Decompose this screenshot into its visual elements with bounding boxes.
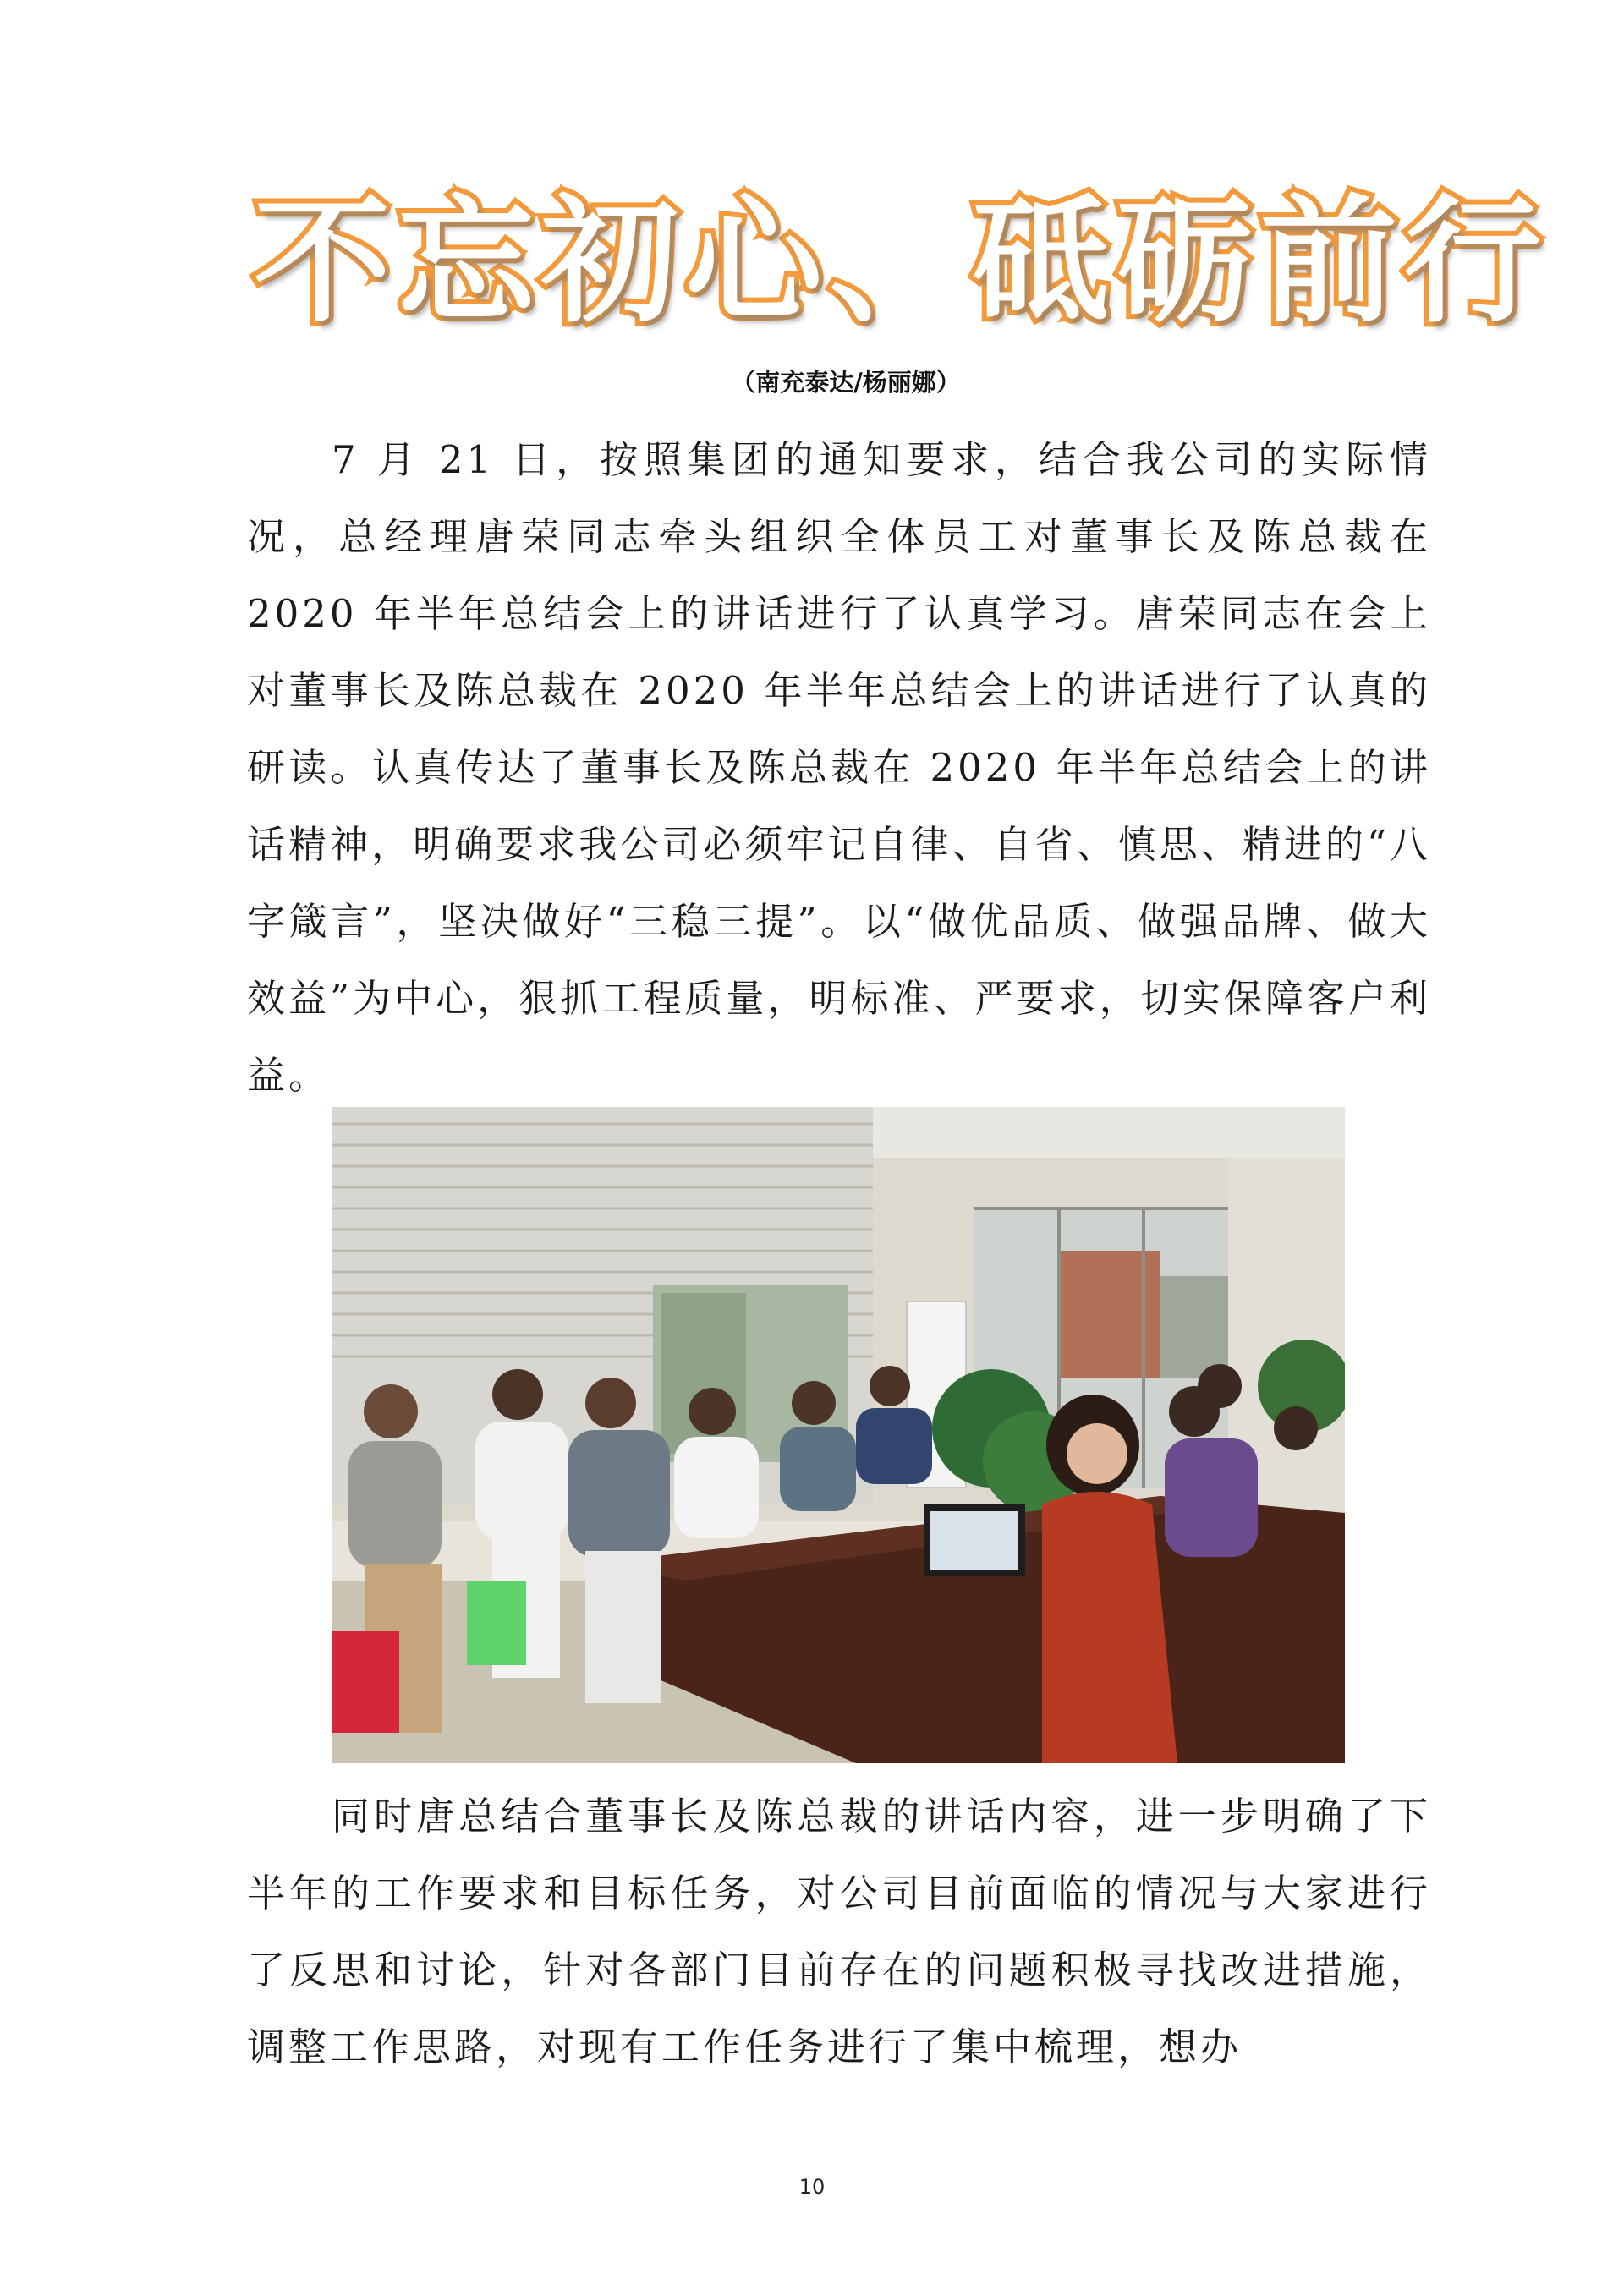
author-byline: （南充泰达/杨丽娜） (731, 368, 961, 397)
meeting-photo (332, 1107, 1345, 1763)
body-paragraph-1: 7 月 21 日，按照集团的通知要求，结合我公司的实际情况，总经理唐荣同志牵头组织全体员工对董事长及陈总裁在 2020 年半年总结会上的讲话进行了认真学习。唐荣同志在会上对董事长及陈总裁在 2020 年半年总结会上的讲话进行了认真的研读。认真传达了董事长及陈总裁在 2020 年半年总结会上的讲话精神，明确要求我公司必须牢记自律、自省、慎思、精进的“八字箴言”，坚决做好“三稳三提”。以“做优品质、做强品牌、做大效益”为中心，狠抓工程质量，明标准、严要求，切实保障客户利益。 (247, 437, 1431, 1098)
article-title: 不忘初心、砥砺前行 (254, 183, 1548, 342)
body-paragraph-2: 同时唐总结合董事长及陈总裁的讲话内容，进一步明确了下半年的工作要求和目标任务，对公司目前面临的情况与大家进行了反思和讨论，针对各部门目前存在的问题积极寻找改进措施，调整工作思路，对现有工作任务进行了集中梳理，想办 (247, 1794, 1431, 2069)
page-number: 10 (798, 2175, 826, 2199)
